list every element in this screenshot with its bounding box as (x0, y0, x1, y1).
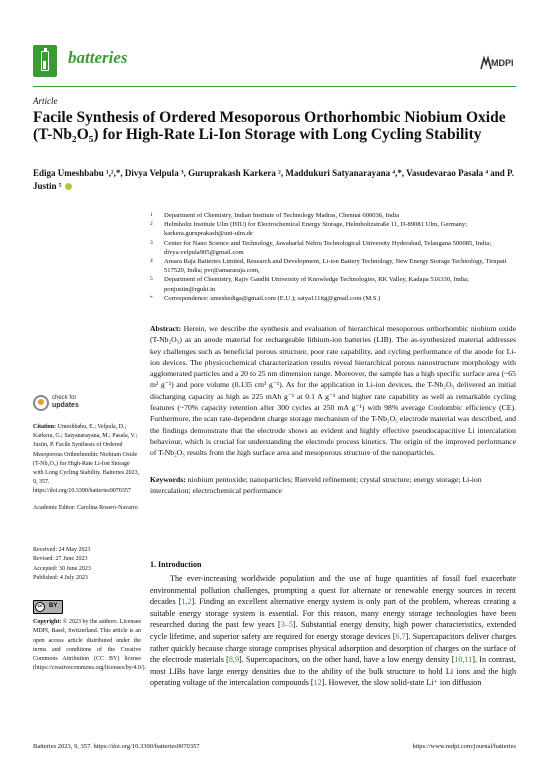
editor-name: Carolina Rosero-Navarro (76, 505, 138, 511)
affiliation-item: 5 Department of Chemistry, Rajiv Gandhi University of Knowledge Technologies, RK Valley, Kadapa 516330, India; ponjustin@rgukt.in (150, 276, 469, 293)
keywords-text: niobium pentoxide; nanoparticles; Rietveld refinement; crystal structure; energy storage; Li-ion intercalation; electrochemical performance (150, 475, 482, 496)
check-updates-icon (33, 395, 49, 411)
journal-logo (33, 45, 57, 77)
citation-link[interactable]: 6,7 (395, 631, 406, 641)
footer-journal-link[interactable]: https://www.mdpi.com/journal/batteries (412, 743, 516, 750)
published-date: Published: 4 July 2023 (33, 575, 88, 582)
citation-link[interactable]: 10,11 (454, 655, 473, 665)
cc-by-license-icon[interactable]: cc BY (33, 600, 63, 614)
citation-label: Citation: (33, 424, 56, 430)
citation-text: Umeshbabu, E.; Velpula, D.; Karkera, G.; Satyanarayana, M.; Pasala, V.; Justin, P. Facile Synthesis of Ordered Mesoporous Orthorhombic Niobium Oxide (T-Nb₂O₅) for High-Rate Li-Ion Storage with Long Cycling Stability. Batteries 2023, 9, 357. https://doi.org/10.3390/batteries9070357 (33, 424, 140, 495)
article-dates (33, 546, 141, 584)
academic-editor (33, 504, 141, 513)
citation-link[interactable]: 1,2 (181, 597, 192, 607)
publisher-name: MDPI (491, 58, 514, 68)
article-type: Article (33, 96, 58, 106)
citation (33, 423, 141, 497)
orcid-icon[interactable] (65, 183, 72, 190)
citation-link[interactable]: 3–5 (280, 620, 293, 630)
received-date: Received: 24 May 2023 (33, 547, 91, 553)
copyright-label: Copyright: (33, 619, 62, 625)
keywords (150, 474, 516, 497)
footer-citation[interactable]: Batteries 2023, 9, 357. https://doi.org/10.3390/batteries9070357 (33, 743, 200, 750)
copyright-notice (33, 618, 147, 674)
paragraph: The ever-increasing worldwide population and the use of huge quantities of fossil fuel exacerbate environmental pollution challenges, prompting a quest for alternate or renewable energy sources in recent decades [1,2]. Finding an excellent alternative energy system is only part of the problem, whereas creating a suitable energy storage system is essential. For this reason, many energy storage technologies have been researched during the past few years [3–5]. Substantial energy density, high power characteristics, extended cycle lifetime, and superior safety are required for energy storage devices [6,7]. Supercapacitors deliver charges rather quickly because charge storage comprises physical adsorption and desorption of charges on the surface of the electrode materials [8,9]. Supercapacitors, on the other hand, have a low energy density [10,11]. In contrast, most LIBs have large energy densities due to the ability of the bulk structure to hold Li ions and the high operating voltage of the intercalation compounds [12]. However, the slow solid-state Li⁺ ion diffusion (150, 574, 516, 688)
correspondence: * Correspondence: umeshediga@gmail.com (E.U.); satya111itg@gmail.com (M.S.) (150, 294, 381, 302)
section-heading: 1. Introduction (150, 560, 202, 569)
affiliation-item: 2 Helmholtz Institute Ulm (HIU) for Electrochemical Energy Storage, Helmholtzstraße 11, D-89081 Ulm, Germany; karkera.guruprakash@uni-ulm.de (150, 221, 468, 238)
author-list (33, 167, 516, 193)
abstract-label: Abstract: (150, 324, 182, 333)
affiliations (150, 211, 516, 303)
keywords-label: Keywords: (150, 475, 186, 484)
affiliation-item: 1 Department of Chemistry, Indian Institute of Technology Madras, Chennai 600036, India (150, 212, 400, 219)
battery-icon (41, 51, 49, 71)
introduction-body (150, 573, 516, 689)
abstract (150, 323, 516, 459)
mdpi-logo[interactable] (480, 54, 516, 72)
check-for-updates-badge[interactable]: check for updates (33, 394, 105, 414)
abstract-text: Herein, we describe the synthesis and evaluation of hierarchical mesoporous orthorhombic niobium oxide (T-Nb₂O₅) as an anode material for rechargeable lithium-ion batteries (LIB). The as-synthesized material addresses key challenges such as beneficial porous structure, poor rate capability, and cycling performance of the anode for Li-ion devices. The physicochemical characterization results reveal hierarchical porous nanostructure morphology with agglomerated particles and a 20 to 25 nm dimension range. Moreover, the sample has a high specific surface area (~65 m² g⁻¹) and pore volume (0.135 cm³ g⁻¹). As for the application in Li-ion devices, the T-Nb₂O₅ delivered an initial discharging capacity as high as 225 mAh g⁻¹ at 0.1 A g⁻¹ and higher rate capability as well as remarkable cycling features (~70% capacity retention after 300 cycles at 250 mA g⁻¹) with 98% average Coulombic efficiency (CE). Furthermore, the scan rate-dependent charge storage mechanism of the T-Nb₂O₅ electrode material was described, and the findings demonstrate that the electrode shows an evident and highly effective pseudocapacitive Li intercalation behaviour, which is crucial for understanding the electrode process kinetics. The origin of the improved performance of T-Nb₂O₅ results from the high surface area and mesoporous structure of the nanoparticles. (150, 324, 517, 458)
copyright-text: © 2023 by the authors. Licensee MDPI, Basel, Switzerland. This article is an open access article distributed under the terms and conditions of the Creative Commons Attribution (CC BY) license (https://creativecommons.org/licenses/by/4.0/). (33, 619, 147, 672)
citation-link[interactable]: 8,9 (228, 655, 239, 665)
affiliation-item: 4 Amara Raja Batteries Limited, Research and Development, Li-ion Battery Technology, New Energy Storage Technology, Tirupati 517520, India; pvr@amararaja.com, (150, 258, 507, 275)
journal-name[interactable]: batteries (68, 48, 128, 67)
article-title: Facile Synthesis of Ordered Mesoporous Orthorhombic Niobium Oxide (T-Nb₂O₅) for High-Rate Li-Ion Storage with Long Cycling Stability (33, 109, 506, 143)
authors-text: Ediga Umeshbabu ¹,²,*, Divya Velpula ³, Guruprakash Karkera ², Maddukuri Satyanarayana ⁴,*, Vasudevarao Pasala ⁴ and P. Justin ⁵ (33, 168, 514, 191)
citation-link[interactable]: 12 (313, 678, 322, 688)
affiliation-item: 3 Center for Nano Science and Technology, Jawaharlal Nehru Technological University Hyderabad, Telangana 500085, India; divya.velpula905@gmail.com (150, 239, 492, 256)
accepted-date: Accepted: 30 June 2023 (33, 565, 91, 572)
header-divider (33, 86, 516, 87)
revised-date: Revised: 27 June 2023 (33, 556, 88, 563)
editor-label: Academic Editor: (33, 505, 76, 511)
